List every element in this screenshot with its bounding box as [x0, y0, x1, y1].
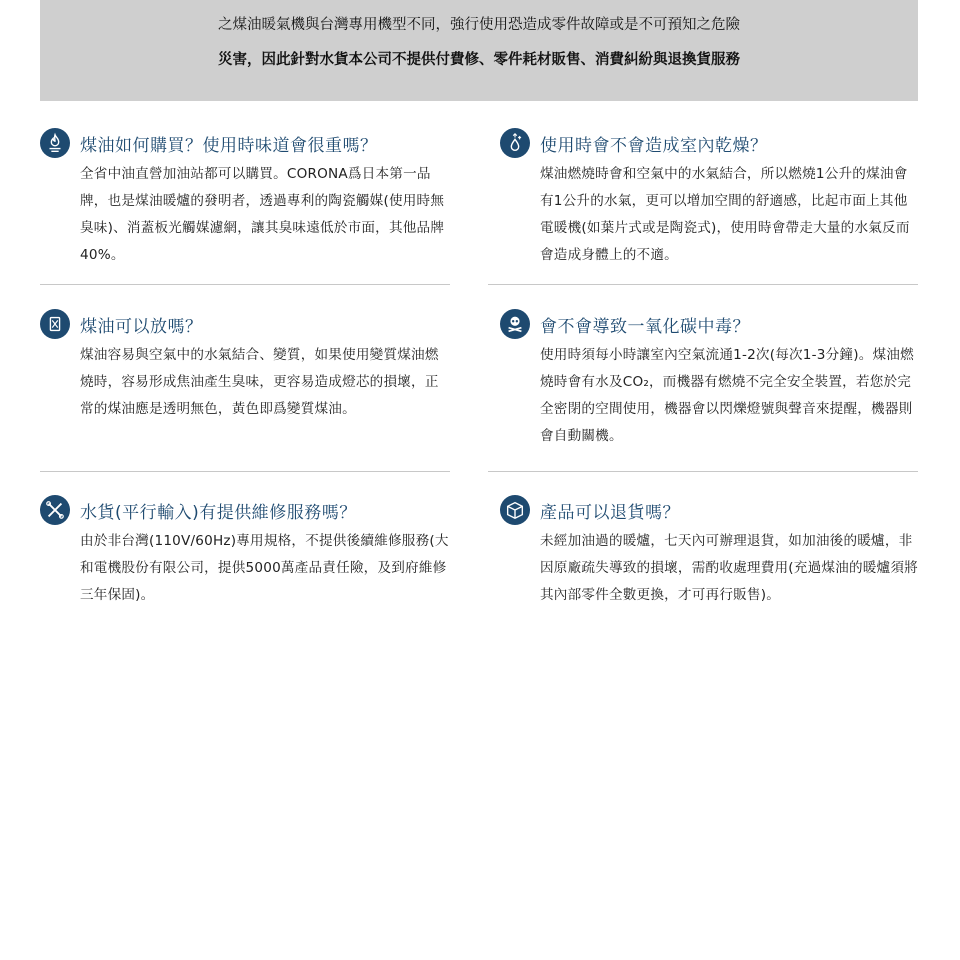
- faq-item-purchase: [40, 127, 450, 269]
- skull-icon: [500, 309, 530, 339]
- fuel-can-icon: [40, 309, 70, 339]
- notice-banner: [40, 0, 918, 101]
- faq-item-return: [500, 494, 920, 609]
- faq-answer: 使用時須每小時讓室內空氣流通1-2次(每次1-3分鐘)。煤油燃燒時會有水及CO₂，而機器有燃燒不完全安全裝置，若您於完全密閉的空間使用，機器會以閃爍燈號與聲音來提醒，機器則會自動關機。: [540, 347, 914, 444]
- faq-question: 煤油可以放嗎？: [80, 316, 203, 337]
- divider: [40, 471, 450, 472]
- divider: [488, 284, 918, 285]
- flame-icon: [40, 128, 70, 158]
- faq-answer: 由於非台灣(110V/60Hz)專用規格，不提供後續維修服務(大和電機股份有限公司，提供5000萬產品責任險，及到府維修三年保固)。: [80, 533, 449, 603]
- faq-answer: 煤油容易與空氣中的水氣結合、變質，如果使用變質煤油燃燒時，容易形成焦油產生臭味，更容易造成燈芯的損壞，正常的煤油應是透明無色，黃色即爲變質煤油。: [80, 347, 439, 417]
- faq-question: 產品可以退貨嗎？: [540, 502, 680, 523]
- faq-item-storage: [40, 308, 450, 423]
- faq-answer: 煤油燃燒時會和空氣中的水氣結合，所以燃燒1公升的煤油會有1公升的水氣，更可以增加空間的舒適感，比起市面上其他電暖機(如葉片式或是陶瓷式)，使用時會帶走大量的水氣反而會造成身體上的不適。: [540, 166, 910, 263]
- divider: [488, 471, 918, 472]
- divider: [40, 284, 450, 285]
- package-icon: [500, 495, 530, 525]
- faq-item-co-poisoning: [500, 308, 920, 450]
- faq-question: 煤油如何購買？使用時味道會很重嗎？: [80, 135, 378, 156]
- faq-item-repair: [40, 494, 450, 609]
- tools-icon: [40, 495, 70, 525]
- faq-item-dryness: [500, 127, 920, 269]
- faq-answer: 未經加油過的暖爐，七天內可辦理退貨，如加油後的暖爐，非因原廠疏失導致的損壞，需酌收處理費用(充過煤油的暖爐須將其內部零件全數更換，才可再行販售)。: [540, 533, 918, 603]
- water-drop-icon: [500, 128, 530, 158]
- faq-question: 使用時會不會造成室內乾燥？: [540, 135, 768, 156]
- notice-line-1: 之煤油暖氣機與台灣專用機型不同，強行使用恐造成零件故障或是不可預知之危險: [218, 17, 740, 33]
- faq-question: 水貨(平行輸入)有提供維修服務嗎？: [80, 502, 357, 523]
- notice-line-2: 災害，因此針對水貨本公司不提供付費修、零件耗材販售、消費糾紛與退換貨服務: [218, 52, 740, 68]
- faq-question: 會不會導致一氧化碳中毒？: [540, 316, 750, 337]
- faq-answer: 全省中油直營加油站都可以購買。CORONA爲日本第一品牌，也是煤油暖爐的發明者，透過專利的陶瓷觸媒(使用時無臭味)、消蓋板光觸媒濾網，讓其臭味遠低於市面，其他品牌40%。: [80, 166, 445, 263]
